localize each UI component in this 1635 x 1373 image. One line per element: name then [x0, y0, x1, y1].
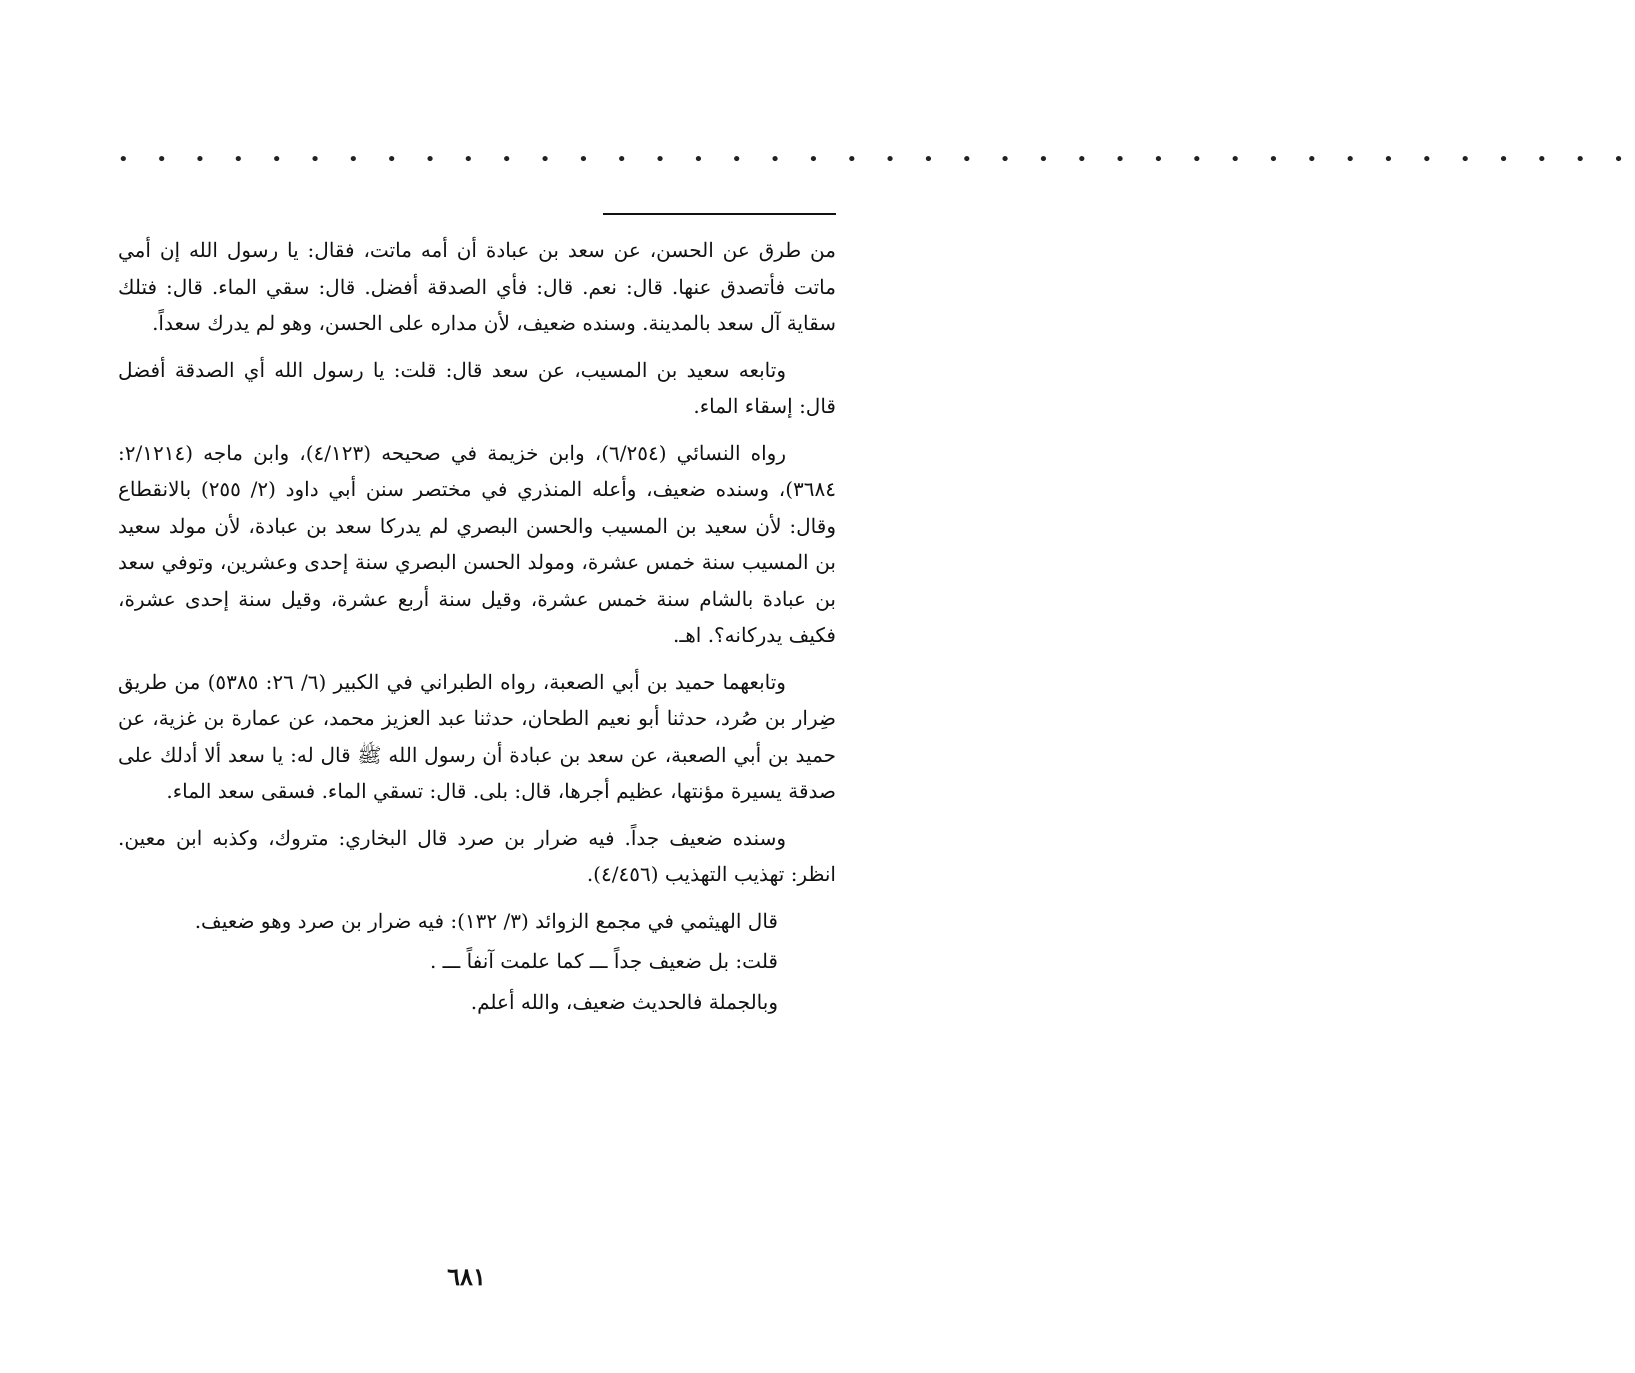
paragraph-2: وتابعه سعيد بن المسيب، عن سعد قال: قلت: يا رسول الله أي الصدقة أفضل قال: إسقاء الماء. — [118, 357, 836, 418]
quote-line-1: قال الهيثمي في مجمع الزوائد (٣/ ١٣٢): فيه ضرار بن صرد وهو ضعيف. — [194, 908, 778, 933]
dotted-separator: • • • • • • • • • • • • • • • • • • • • • • • • • • • • • • • • • • • • • • • • — [118, 149, 1635, 170]
footnote-rule — [603, 213, 836, 215]
paragraph-4: وتابعهما حميد بن أبي الصعبة، رواه الطبراني في الكبير (٦/ ٢٦: ٥٣٨٥) من طريق ضِرار بن صُرد، حدثنا أبو نعيم الطحان، حدثنا عبد العزيز محمد، عن عمارة بن غزية، عن حميد بن أبي الصعبة، عن سعد بن عبادة أن رسول الله ﷺ قال له: يا سعد ألا أدلك على صدقة يسيرة مؤنتها، عظيم أجرها، قال: بلى. قال: تسقي الماء. فسقى سعد الماء. — [118, 669, 836, 803]
paragraph-5: وسنده ضعيف جداً. فيه ضرار بن صرد قال البخاري: متروك، وكذبه ابن معين. انظر: تهذيب التهذيب (٤/٤٥٦). — [118, 825, 836, 886]
quote-line-2: قلت: بل ضعيف جداً ـــ كما علمت آنفاً ـــ . — [429, 949, 778, 973]
footnote-text — [118, 232, 836, 1024]
paragraph-1: من طرق عن الحسن، عن سعد بن عبادة أن أمه ماتت، فقال: يا رسول الله إن أمي ماتت فأتصدق عنها. قال: نعم. قال: فأي الصدقة أفضل. قال: سقي الماء. قال: فتلك سقاية آل سعد بالمدينة. وسنده ضعيف، لأن مداره على الحسن، وهو لم يدرك سعداً. — [118, 238, 836, 335]
quote-line-3: وبالجملة فالحديث ضعيف، والله أعلم. — [470, 989, 778, 1014]
page-number: ٦٨١ — [447, 1262, 486, 1291]
paragraph-3: رواه النسائي (٦/٢٥٤)، وابن خزيمة في صحيحه (٤/١٢٣)، وابن ماجه (٢/١٢١٤: ٣٦٨٤)، وسنده ضعيف، وأعله المنذري في مختصر سنن أبي داود (٢/ ٢٥٥) بالانقطاع وقال: لأن سعيد بن المسيب والحسن البصري لم يدركا سعد بن عبادة، لأن مولد سعيد بن المسيب سنة خمس عشرة، ومولد الحسن البصري سنة إحدى وعشرين، وتوفي سعد بن عبادة بالشام سنة خمس عشرة، وقيل سنة أربع عشرة، وقيل سنة إحدى عشرة، فكيف يدركانه؟. اهـ. — [118, 440, 836, 647]
